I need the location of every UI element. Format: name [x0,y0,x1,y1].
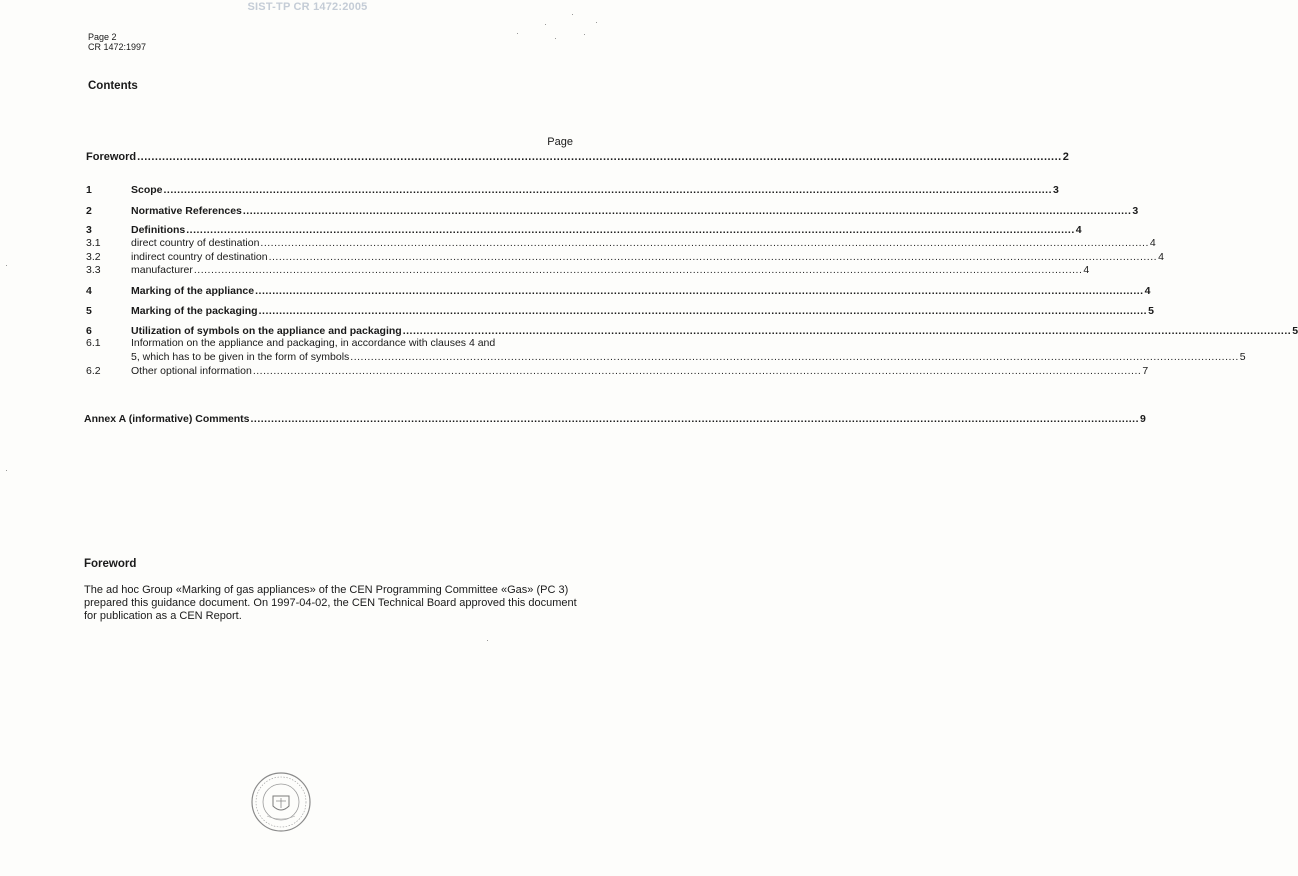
contents-heading: Contents [88,80,138,92]
toc-number: 3 [86,224,92,236]
toc-number: 4 [86,285,92,297]
toc-label-line1[interactable]: Information on the appliance and packaging, in accordance with clauses 4 and [131,337,496,349]
toc-page: 4 [1158,251,1164,263]
scan-speck [596,22,597,23]
foreword-paragraph: The ad hoc Group «Marking of gas appliances» of the CEN Programming Committee «Gas» (PC 3) prepared this guidance document. On 1997-04-02, the CEN Technical Board approved this document for publication as a CEN Report. [84,584,577,622]
toc-entry-annex-a[interactable] [84,413,1146,425]
toc-entry-marking-packaging[interactable] [131,305,1154,317]
toc-leader: .................................................................................................................................................................................................................................................................... [193,264,1083,276]
toc-page: 5 [1292,325,1298,337]
toc-leader: .................................................................................................................................................................................................................................................................... [137,151,1062,163]
toc-number: 2 [86,205,92,217]
toc-label: Definitions [131,224,186,236]
toc-leader: .................................................................................................................................................................................................................................................................... [350,351,1239,363]
toc-leader: .................................................................................................................................................................................................................................................................... [402,325,1292,337]
toc-page: 3 [1132,205,1139,217]
toc-page: 4 [1075,224,1082,236]
scan-speck [555,38,556,39]
foreword-heading: Foreword [84,558,137,570]
toc-number: 3.1 [86,237,101,249]
toc-leader: .................................................................................................................................................................................................................................................................... [255,285,1144,297]
scan-speck [6,470,7,471]
toc-page: 7 [1142,365,1149,377]
toc-page: 9 [1139,413,1146,425]
toc-label: Marking of the packaging [131,305,258,317]
toc-entry-optional-information[interactable] [131,365,1149,377]
toc-number: 6.1 [86,337,101,349]
toc-label: 5, which has to be given in the form of symbols [131,351,350,363]
page-number: Page 2 [88,32,117,42]
toc-label: manufacturer [131,264,193,276]
toc-number: 3.2 [86,251,101,263]
toc-page: 4 [1083,264,1090,276]
page-column-label: Page [547,136,573,148]
toc-entry-direct-country[interactable] [131,237,1156,249]
scan-speck [545,24,546,25]
scan-speck [487,640,488,641]
toc-entry-indirect-country[interactable] [131,251,1164,263]
toc-page: 4 [1149,237,1156,249]
toc-leader: .................................................................................................................................................................................................................................................................... [252,365,1142,377]
toc-entry-marking-appliance[interactable] [131,285,1151,297]
toc-page: 3 [1053,184,1059,196]
toc-entry-definitions[interactable] [131,224,1082,236]
toc-entry-scope[interactable] [131,184,1059,196]
toc-label: Normative References [131,205,242,217]
toc-leader: .................................................................................................................................................................................................................................................................... [242,205,1132,217]
toc-entry-utilization-symbols[interactable] [131,325,1298,337]
toc-label: Marking of the appliance [131,285,255,297]
scan-speck [572,14,573,15]
toc-leader: .................................................................................................................................................................................................................................................................... [268,251,1158,263]
toc-label: Other optional information [131,365,252,377]
toc-leader: .................................................................................................................................................................................................................................................................... [258,305,1148,317]
watermark: SIST-TP CR 1472:2005 [247,1,368,13]
toc-number: 6 [86,325,92,337]
toc-number: 6.2 [86,365,101,377]
toc-label: Foreword [86,151,137,163]
scan-speck [584,34,585,35]
official-seal-stamp [249,770,313,834]
toc-entry-manufacturer[interactable] [131,264,1090,276]
toc-label: Scope [131,184,163,196]
toc-leader: .................................................................................................................................................................................................................................................................... [163,184,1052,196]
toc-entry-information-symbols[interactable] [131,351,1246,363]
toc-number: 5 [86,305,92,317]
toc-leader: .................................................................................................................................................................................................................................................................... [250,413,1139,425]
toc-label: Annex A (informative) Comments [84,413,250,425]
toc-label: indirect country of destination [131,251,268,263]
toc-entry-foreword[interactable] [86,151,1069,163]
toc-label: Utilization of symbols on the appliance and packaging [131,325,402,337]
scan-speck [6,265,7,266]
toc-number: 3.3 [86,264,101,276]
toc-number: 1 [86,184,92,196]
toc-leader: .................................................................................................................................................................................................................................................................... [260,237,1149,249]
toc-page: 2 [1062,151,1069,163]
scan-speck [517,33,518,34]
document-id: CR 1472:1997 [88,42,147,52]
toc-label: direct country of destination [131,237,260,249]
toc-leader: .................................................................................................................................................................................................................................................................... [186,224,1075,236]
toc-page: 5 [1239,351,1246,363]
toc-entry-normative-references[interactable] [131,205,1139,217]
toc-page: 5 [1148,305,1154,317]
toc-page: 4 [1144,285,1151,297]
